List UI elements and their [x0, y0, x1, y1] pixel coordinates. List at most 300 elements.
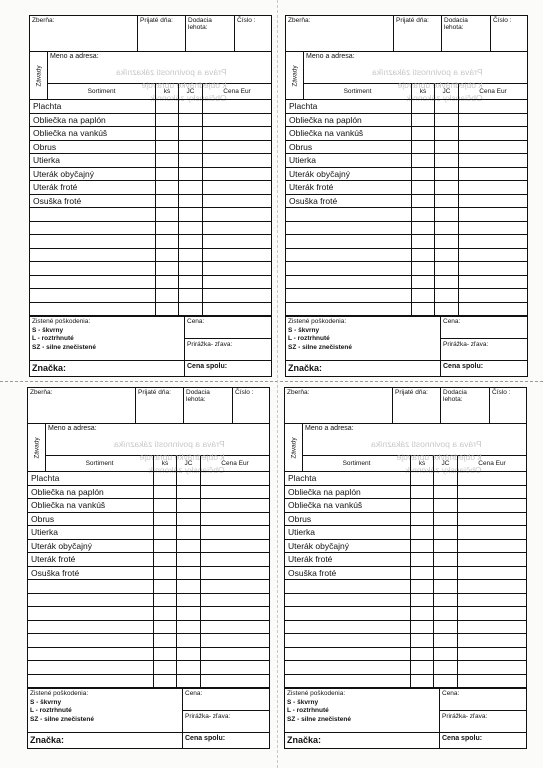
cell-cena-eur[interactable]: [201, 499, 269, 512]
cell-ks[interactable]: [156, 181, 179, 194]
cell-ks[interactable]: [154, 675, 177, 688]
cell-ks[interactable]: [412, 141, 435, 154]
cell-cena-eur[interactable]: [203, 114, 271, 127]
cell-ks[interactable]: [154, 540, 177, 553]
cell-cena-eur[interactable]: [201, 607, 269, 620]
cell-ks[interactable]: [411, 661, 434, 674]
cell-ks[interactable]: [154, 661, 177, 674]
field-zberna[interactable]: [30, 16, 138, 51]
cell-ks[interactable]: [411, 499, 434, 512]
cell-sortiment[interactable]: [286, 235, 412, 248]
cell-jc[interactable]: [177, 526, 201, 539]
cell-sortiment[interactable]: Obliečka na paplón: [286, 114, 412, 127]
cell-ks[interactable]: [154, 567, 177, 580]
cell-cena-eur[interactable]: [201, 486, 269, 499]
cell-jc[interactable]: [177, 580, 201, 593]
cell-sortiment[interactable]: Plachta: [285, 472, 411, 485]
watermark-line: Občiansky zákonník: [405, 465, 482, 475]
cell-cena-eur[interactable]: [459, 195, 527, 208]
cell-jc[interactable]: [179, 127, 203, 140]
cell-jc[interactable]: [435, 235, 459, 248]
cell-ks[interactable]: [156, 303, 179, 316]
cell-cena-eur[interactable]: [458, 553, 526, 566]
cell-sortiment[interactable]: [285, 634, 411, 647]
cell-ks[interactable]: [412, 289, 435, 302]
cell-jc[interactable]: [434, 621, 458, 634]
cell-jc[interactable]: [179, 249, 203, 262]
field-prijate[interactable]: [138, 16, 186, 51]
cell-cena-eur[interactable]: [459, 141, 527, 154]
cell-cena-eur[interactable]: [203, 127, 271, 140]
cell-cena-eur[interactable]: [203, 181, 271, 194]
field-dodacia-lehota[interactable]: [186, 16, 235, 51]
cell-ks[interactable]: [412, 235, 435, 248]
cell-ks[interactable]: [154, 648, 177, 661]
cell-jc[interactable]: [177, 675, 201, 688]
cell-sortiment[interactable]: Plachta: [28, 472, 154, 485]
cell-ks[interactable]: [156, 235, 179, 248]
cell-cena-eur[interactable]: [459, 289, 527, 302]
cell-sortiment[interactable]: Uterák obyčajný: [286, 168, 412, 181]
field-zberna[interactable]: [28, 388, 136, 423]
cell-jc[interactable]: [435, 208, 459, 221]
field-prijate[interactable]: [394, 16, 442, 51]
cell-ks[interactable]: [154, 607, 177, 620]
cell-ks[interactable]: [156, 208, 179, 221]
label-cena-spolu: Cena spolu:: [443, 363, 484, 370]
cell-jc[interactable]: [177, 621, 201, 634]
cell-ks[interactable]: [411, 648, 434, 661]
cell-ks[interactable]: [154, 594, 177, 607]
cell-jc[interactable]: [435, 114, 459, 127]
cell-cena-eur[interactable]: [459, 235, 527, 248]
cell-cena-eur[interactable]: [458, 661, 526, 674]
cell-jc[interactable]: [179, 141, 203, 154]
cell-jc[interactable]: [434, 553, 458, 566]
cell-ks[interactable]: [412, 168, 435, 181]
cell-jc[interactable]: [435, 289, 459, 302]
cell-sortiment[interactable]: Uterák froté: [30, 181, 156, 194]
cell-ks[interactable]: [156, 127, 179, 140]
cell-cena-eur[interactable]: [201, 526, 269, 539]
cell-jc[interactable]: [435, 141, 459, 154]
cell-cena-eur[interactable]: [458, 594, 526, 607]
cell-sortiment[interactable]: Obliečka na vankúš: [28, 499, 154, 512]
cell-jc[interactable]: [434, 594, 458, 607]
cell-sortiment[interactable]: [28, 621, 154, 634]
cell-sortiment[interactable]: Osuška froté: [30, 195, 156, 208]
cell-jc[interactable]: [177, 648, 201, 661]
cell-ks[interactable]: [412, 181, 435, 194]
cell-cena-eur[interactable]: [203, 208, 271, 221]
cell-jc[interactable]: [179, 195, 203, 208]
cell-jc[interactable]: [435, 127, 459, 140]
field-prirazka-zlava[interactable]: [183, 711, 269, 733]
cell-ks[interactable]: [156, 100, 179, 113]
cell-sortiment[interactable]: [286, 222, 412, 235]
cell-ks[interactable]: [412, 303, 435, 316]
cell-jc[interactable]: [435, 249, 459, 262]
cell-sortiment[interactable]: [30, 222, 156, 235]
cell-ks[interactable]: [411, 553, 434, 566]
cell-ks[interactable]: [412, 154, 435, 167]
cell-jc[interactable]: [177, 499, 201, 512]
cell-sortiment[interactable]: [30, 208, 156, 221]
watermark-line: k objednávke upravuje: [141, 80, 227, 90]
cell-cena-eur[interactable]: [203, 222, 271, 235]
cell-jc[interactable]: [179, 208, 203, 221]
cell-ks[interactable]: [412, 100, 435, 113]
cell-jc[interactable]: [435, 154, 459, 167]
cell-cena-eur[interactable]: [203, 100, 271, 113]
cell-jc[interactable]: [434, 675, 458, 688]
cell-cena-eur[interactable]: [203, 195, 271, 208]
cell-sortiment[interactable]: Utierka: [30, 154, 156, 167]
cell-sortiment[interactable]: [286, 303, 412, 316]
cell-sortiment[interactable]: [28, 580, 154, 593]
cell-cena-eur[interactable]: [458, 567, 526, 580]
cell-ks[interactable]: [156, 276, 179, 289]
cell-ks[interactable]: [412, 262, 435, 275]
cell-cena-eur[interactable]: [459, 114, 527, 127]
cell-jc[interactable]: [435, 195, 459, 208]
cell-cena-eur[interactable]: [459, 249, 527, 262]
cell-cena-eur[interactable]: [201, 553, 269, 566]
cell-cena-eur[interactable]: [458, 607, 526, 620]
cell-sortiment[interactable]: [28, 607, 154, 620]
cell-sortiment[interactable]: [285, 607, 411, 620]
cell-cena-eur[interactable]: [201, 621, 269, 634]
cell-cena-eur[interactable]: [201, 675, 269, 688]
cell-sortiment[interactable]: [28, 634, 154, 647]
cell-ks[interactable]: [411, 675, 434, 688]
cell-cena-eur[interactable]: [459, 208, 527, 221]
cell-jc[interactable]: [434, 661, 458, 674]
cell-cena-eur[interactable]: [459, 168, 527, 181]
cell-jc[interactable]: [177, 486, 201, 499]
cell-cena-eur[interactable]: [458, 580, 526, 593]
field-cena-spolu[interactable]: [185, 361, 271, 376]
cell-sortiment[interactable]: Obliečka na vankúš: [286, 127, 412, 140]
cell-cena-eur[interactable]: [203, 276, 271, 289]
cell-cena-eur[interactable]: [459, 222, 527, 235]
cell-ks[interactable]: [156, 249, 179, 262]
cell-jc[interactable]: [434, 526, 458, 539]
cell-sortiment[interactable]: Obrus: [28, 513, 154, 526]
cell-ks[interactable]: [154, 634, 177, 647]
cell-sortiment[interactable]: [286, 262, 412, 275]
label-cena-spolu: Cena spolu:: [442, 735, 483, 742]
cell-ks[interactable]: [411, 634, 434, 647]
cell-sortiment[interactable]: Obliečka na paplón: [285, 486, 411, 499]
cell-jc[interactable]: [434, 634, 458, 647]
cell-sortiment[interactable]: [285, 661, 411, 674]
cell-cena-eur[interactable]: [203, 249, 271, 262]
cell-jc[interactable]: [179, 100, 203, 113]
field-cislo[interactable]: [491, 16, 527, 51]
cell-jc[interactable]: [434, 567, 458, 580]
field-cena[interactable]: [441, 317, 527, 339]
cell-jc[interactable]: [434, 486, 458, 499]
cell-cena-eur[interactable]: [203, 303, 271, 316]
cell-sortiment[interactable]: [285, 621, 411, 634]
cell-ks[interactable]: [411, 621, 434, 634]
cell-ks[interactable]: [154, 621, 177, 634]
cell-sortiment[interactable]: Utierka: [28, 526, 154, 539]
cell-sortiment[interactable]: [30, 262, 156, 275]
cell-jc[interactable]: [435, 262, 459, 275]
cell-ks[interactable]: [412, 114, 435, 127]
cell-ks[interactable]: [154, 499, 177, 512]
cell-jc[interactable]: [179, 262, 203, 275]
field-dodacia-lehota[interactable]: [184, 388, 233, 423]
cell-sortiment[interactable]: Utierka: [285, 526, 411, 539]
cell-jc[interactable]: [434, 499, 458, 512]
cell-cena-eur[interactable]: [203, 289, 271, 302]
field-prijate[interactable]: [136, 388, 184, 423]
cell-cena-eur[interactable]: [459, 262, 527, 275]
cell-cena-eur[interactable]: [458, 621, 526, 634]
field-dodacia-lehota[interactable]: [442, 16, 491, 51]
cell-ks[interactable]: [156, 262, 179, 275]
cell-jc[interactable]: [434, 580, 458, 593]
field-cena[interactable]: [185, 317, 271, 339]
cell-ks[interactable]: [411, 580, 434, 593]
cell-jc[interactable]: [177, 472, 201, 485]
cell-sortiment[interactable]: Obliečka na vankúš: [285, 499, 411, 512]
cell-sortiment[interactable]: [285, 675, 411, 688]
cell-cena-eur[interactable]: [203, 154, 271, 167]
cell-ks[interactable]: [411, 472, 434, 485]
field-zberna[interactable]: [286, 16, 394, 51]
cell-jc[interactable]: [435, 303, 459, 316]
label-zavady: Závady: [33, 436, 40, 459]
cell-jc[interactable]: [434, 607, 458, 620]
field-cena[interactable]: [440, 689, 526, 711]
cell-sortiment[interactable]: [285, 580, 411, 593]
table-row: [286, 235, 527, 249]
cell-cena-eur[interactable]: [201, 540, 269, 553]
cell-sortiment[interactable]: [30, 249, 156, 262]
cell-jc[interactable]: [177, 661, 201, 674]
cell-sortiment[interactable]: [286, 289, 412, 302]
cell-jc[interactable]: [177, 594, 201, 607]
cell-sortiment[interactable]: Osuška froté: [286, 195, 412, 208]
cell-jc[interactable]: [434, 513, 458, 526]
cell-ks[interactable]: [412, 276, 435, 289]
cell-ks[interactable]: [412, 222, 435, 235]
cell-sortiment[interactable]: [285, 594, 411, 607]
cell-jc[interactable]: [434, 648, 458, 661]
cell-cena-eur[interactable]: [458, 499, 526, 512]
cell-jc[interactable]: [434, 472, 458, 485]
cell-cena-eur[interactable]: [459, 100, 527, 113]
cell-sortiment[interactable]: [28, 675, 154, 688]
field-cena-spolu[interactable]: [441, 361, 527, 376]
cell-sortiment[interactable]: Utierka: [286, 154, 412, 167]
cell-ks[interactable]: [156, 195, 179, 208]
cell-jc[interactable]: [434, 540, 458, 553]
cell-jc[interactable]: [177, 567, 201, 580]
cell-cena-eur[interactable]: [458, 675, 526, 688]
cell-ks[interactable]: [411, 513, 434, 526]
cell-sortiment[interactable]: [286, 208, 412, 221]
cell-ks[interactable]: [412, 127, 435, 140]
cell-cena-eur[interactable]: [201, 513, 269, 526]
cell-sortiment[interactable]: Osuška froté: [285, 567, 411, 580]
cell-cena-eur[interactable]: [458, 472, 526, 485]
cell-sortiment[interactable]: [286, 249, 412, 262]
cell-jc[interactable]: [177, 513, 201, 526]
cell-ks[interactable]: [156, 222, 179, 235]
cell-cena-eur[interactable]: [201, 661, 269, 674]
cell-jc[interactable]: [179, 235, 203, 248]
field-prirazka-zlava[interactable]: [185, 339, 271, 361]
cell-sortiment[interactable]: [30, 303, 156, 316]
field-znacka[interactable]: [286, 361, 441, 376]
cell-sortiment[interactable]: Obliečka na paplón: [30, 114, 156, 127]
cell-ks[interactable]: [156, 114, 179, 127]
cell-sortiment[interactable]: Obliečka na vankúš: [30, 127, 156, 140]
cell-sortiment[interactable]: Obrus: [30, 141, 156, 154]
cell-jc[interactable]: [177, 540, 201, 553]
cell-ks[interactable]: [411, 567, 434, 580]
field-cislo[interactable]: [233, 388, 269, 423]
cell-jc[interactable]: [179, 303, 203, 316]
cell-sortiment[interactable]: Uterák froté: [285, 553, 411, 566]
cell-jc[interactable]: [179, 154, 203, 167]
cell-sortiment[interactable]: Obliečka na paplón: [28, 486, 154, 499]
cell-cena-eur[interactable]: [458, 513, 526, 526]
cell-cena-eur[interactable]: [203, 141, 271, 154]
field-znacka[interactable]: [285, 733, 440, 748]
field-cislo[interactable]: [490, 388, 526, 423]
cell-jc[interactable]: [179, 114, 203, 127]
cell-ks[interactable]: [156, 168, 179, 181]
cell-sortiment[interactable]: [28, 648, 154, 661]
cell-jc[interactable]: [179, 222, 203, 235]
cell-sortiment[interactable]: [28, 594, 154, 607]
cell-cena-eur[interactable]: [459, 154, 527, 167]
cell-ks[interactable]: [412, 208, 435, 221]
cell-jc[interactable]: [435, 181, 459, 194]
cell-ks[interactable]: [154, 472, 177, 485]
cell-ks[interactable]: [156, 141, 179, 154]
cell-cena-eur[interactable]: [203, 262, 271, 275]
cell-sortiment[interactable]: Plachta: [286, 100, 412, 113]
code-sz: SZ - silne znečistené: [32, 343, 96, 351]
cell-cena-eur[interactable]: [458, 526, 526, 539]
cell-cena-eur[interactable]: [201, 648, 269, 661]
cell-ks[interactable]: [154, 553, 177, 566]
cell-sortiment[interactable]: Obrus: [285, 513, 411, 526]
field-prirazka-zlava[interactable]: [441, 339, 527, 361]
cell-sortiment[interactable]: [30, 235, 156, 248]
cell-cena-eur[interactable]: [459, 303, 527, 316]
col-cena-eur: Cena Eur: [478, 460, 506, 467]
cell-jc[interactable]: [179, 168, 203, 181]
cell-cena-eur[interactable]: [459, 276, 527, 289]
cell-ks[interactable]: [411, 594, 434, 607]
field-znacka[interactable]: [28, 733, 183, 748]
cell-cena-eur[interactable]: [458, 648, 526, 661]
cell-sortiment[interactable]: Uterák obyčajný: [285, 540, 411, 553]
cell-sortiment[interactable]: Uterák froté: [28, 553, 154, 566]
cell-sortiment[interactable]: [285, 648, 411, 661]
cell-ks[interactable]: [154, 513, 177, 526]
cell-ks[interactable]: [411, 526, 434, 539]
field-prirazka-zlava[interactable]: [440, 711, 526, 733]
cell-jc[interactable]: [177, 553, 201, 566]
cell-ks[interactable]: [412, 249, 435, 262]
table-row: [28, 594, 269, 608]
cell-jc[interactable]: [435, 276, 459, 289]
cell-cena-eur[interactable]: [201, 594, 269, 607]
cell-jc[interactable]: [177, 607, 201, 620]
cell-cena-eur[interactable]: [201, 634, 269, 647]
cell-ks[interactable]: [154, 526, 177, 539]
cell-sortiment[interactable]: Uterák obyčajný: [30, 168, 156, 181]
cell-ks[interactable]: [411, 540, 434, 553]
cell-sortiment[interactable]: Obrus: [286, 141, 412, 154]
cell-ks[interactable]: [411, 607, 434, 620]
cell-sortiment[interactable]: [286, 276, 412, 289]
field-cena-spolu[interactable]: [183, 733, 269, 748]
cell-cena-eur[interactable]: [203, 168, 271, 181]
field-cena[interactable]: [183, 689, 269, 711]
cell-cena-eur[interactable]: [459, 181, 527, 194]
cell-cena-eur[interactable]: [201, 580, 269, 593]
cell-jc[interactable]: [177, 634, 201, 647]
cell-sortiment[interactable]: [28, 661, 154, 674]
cell-cena-eur[interactable]: [458, 540, 526, 553]
field-zberna[interactable]: [285, 388, 393, 423]
cell-ks[interactable]: [156, 289, 179, 302]
field-cislo[interactable]: [235, 16, 271, 51]
cell-sortiment[interactable]: Osuška froté: [28, 567, 154, 580]
cell-sortiment[interactable]: [30, 276, 156, 289]
cell-ks[interactable]: [154, 580, 177, 593]
cell-jc[interactable]: [179, 181, 203, 194]
field-prijate[interactable]: [393, 388, 441, 423]
cell-ks[interactable]: [156, 154, 179, 167]
cell-cena-eur[interactable]: [459, 127, 527, 140]
cell-cena-eur[interactable]: [458, 486, 526, 499]
form-footer: [286, 316, 527, 376]
field-dodacia-lehota[interactable]: [441, 388, 490, 423]
form-header: [285, 388, 526, 424]
cell-sortiment[interactable]: [30, 289, 156, 302]
cell-jc[interactable]: [435, 168, 459, 181]
cell-jc[interactable]: [179, 276, 203, 289]
field-znacka[interactable]: [30, 361, 185, 376]
cell-ks[interactable]: [411, 486, 434, 499]
cell-sortiment[interactable]: Plachta: [30, 100, 156, 113]
cell-jc[interactable]: [435, 222, 459, 235]
cell-jc[interactable]: [179, 289, 203, 302]
cell-cena-eur[interactable]: [201, 567, 269, 580]
cell-ks[interactable]: [154, 486, 177, 499]
field-cena-spolu[interactable]: [440, 733, 526, 748]
cell-cena-eur[interactable]: [203, 235, 271, 248]
cell-ks[interactable]: [412, 195, 435, 208]
table-row: [285, 553, 526, 567]
cell-jc[interactable]: [435, 100, 459, 113]
cell-cena-eur[interactable]: [458, 634, 526, 647]
cell-sortiment[interactable]: Uterák froté: [286, 181, 412, 194]
cell-cena-eur[interactable]: [201, 472, 269, 485]
cell-sortiment[interactable]: Uterák obyčajný: [28, 540, 154, 553]
